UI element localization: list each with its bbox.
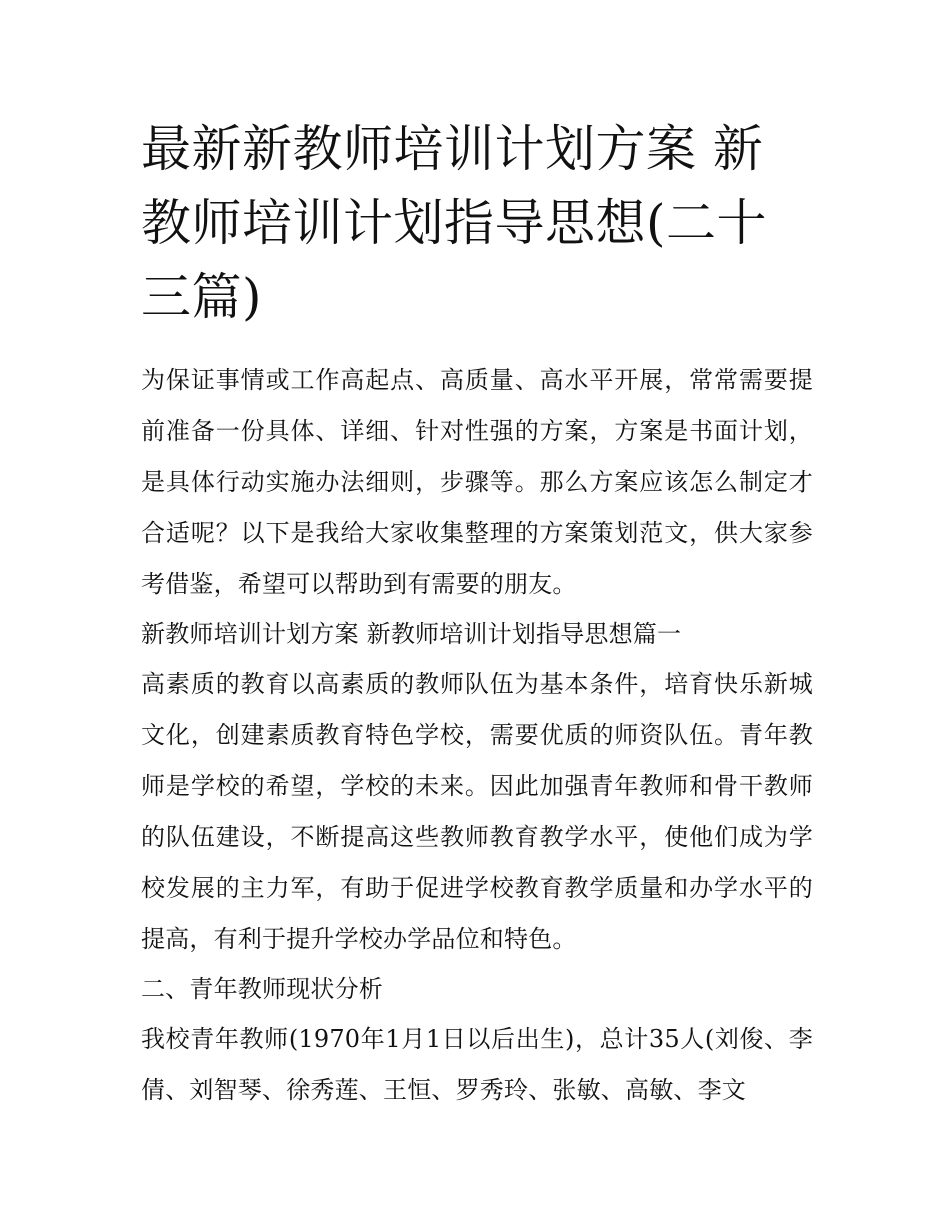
section-heading-plan-one: 新教师培训计划方案 新教师培训计划指导思想篇一 bbox=[141, 620, 682, 648]
document-title: 最新新教师培训计划方案 新教师培训计划指导思想(二十三篇) bbox=[141, 120, 768, 326]
guiding-thought-paragraph: 高素质的教育以高素质的教师队伍为基本条件，培育快乐新城文化，创建素质教育特色学校，需要优质的师资队伍。青年教师是学校的希望，学校的未来。因此加强青年教师和骨干教师的队伍建设，不断提高这些教师教育教学水平，使他们成为学校发展的主力军，有助于促进学校教育教学质量和办学水平的提高，有利于提升学校办学品位和特色。 bbox=[141, 670, 813, 953]
intro-paragraph: 为保证事情或工作高起点、高质量、高水平开展，常常需要提前准备一份具体、详细、针对性强的方案，方案是书面计划，是具体行动实施办法细则，步骤等。那么方案应该怎么制定才合适呢？以下是我给大家收集整理的方案策划范文，供大家参考借鉴，希望可以帮助到有需要的朋友。 bbox=[141, 366, 813, 598]
section-heading-status-analysis: 二、青年教师现状分析 bbox=[141, 975, 383, 1003]
status-analysis-paragraph: 我校青年教师(1970年1月1日以后出生)，总计35人(刘俊、李倩、刘智琴、徐秀莲、王恒、罗秀玲、张敏、高敏、李文 bbox=[141, 1025, 813, 1104]
document-page bbox=[141, 112, 813, 1116]
